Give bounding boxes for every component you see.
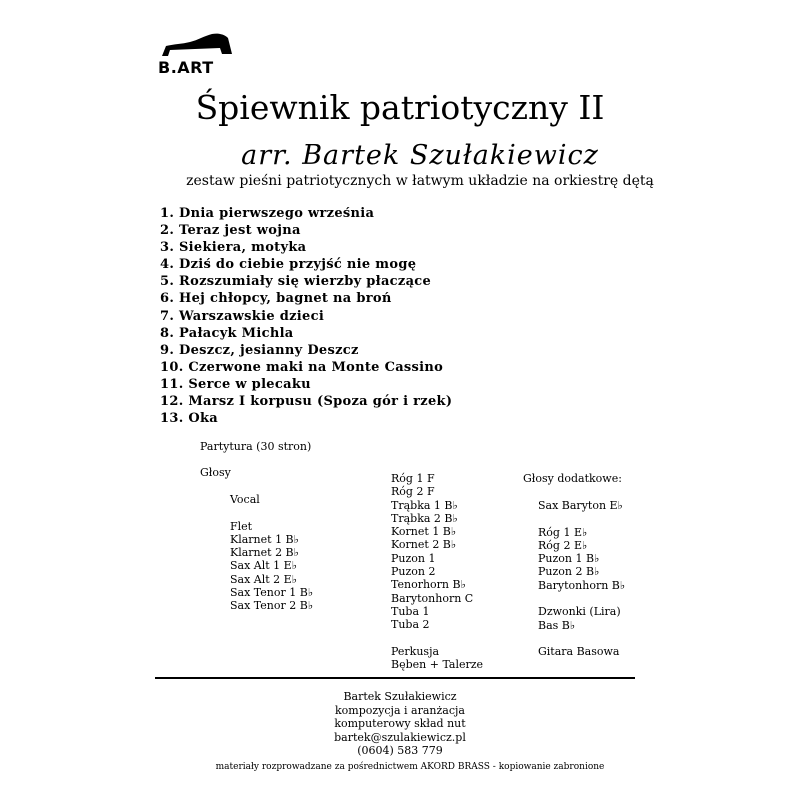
arranger-subtitle: arr. Bartek Szułakiewicz (241, 140, 599, 171)
part-item (538, 592, 625, 605)
collection-description: zestaw pieśni patriotycznych w łatwym układzie na orkiestrę dętą (186, 173, 654, 189)
additional-voices-label: Głosy dodatkowe: (523, 472, 622, 485)
voices-label: Głosy (200, 466, 231, 479)
part-item: Klarnet 1 B♭ (230, 532, 299, 546)
parts-column-2 (391, 472, 483, 671)
copyright-notice: materiały rozprowadzane za pośrednictwem AKORD BRASS - kopiowanie zabronione (215, 762, 605, 772)
song-list (160, 205, 452, 427)
part-item: Róg 2 F (391, 485, 435, 499)
part-item: Vocal (230, 493, 260, 506)
part-item: Flet (230, 519, 253, 533)
parts-column-3 (538, 499, 625, 659)
part-item (230, 506, 313, 519)
song-item: 8. Pałacyk Michla (160, 325, 294, 341)
part-item: Sax Alt 1 E♭ (230, 559, 297, 573)
page-title: Śpiewnik patriotyczny II (195, 88, 605, 127)
author-service: komputerowy skład nut (334, 717, 466, 730)
part-item: Klarnet 2 B♭ (230, 546, 299, 560)
part-item: Barytonhorn B♭ (538, 578, 626, 592)
part-item: Sax Tenor 1 B♭ (230, 586, 314, 600)
part-item: Sax Baryton E♭ (538, 499, 623, 512)
part-item: Bas B♭ (538, 618, 576, 632)
song-item: 5. Rozszumiały się wierzby płaczące (160, 274, 432, 290)
part-item: Dzwonki (Lira) (538, 605, 621, 619)
contact-footer (0, 690, 800, 758)
song-item: 6. Hej chłopcy, bagnet na broń (160, 291, 392, 307)
song-item: 11. Serce w plecaku (160, 376, 311, 392)
part-item: Puzon 1 (391, 551, 436, 565)
part-item: Bęben + Talerze (391, 658, 484, 672)
author-name: Bartek Szułakiewicz (343, 690, 457, 703)
author-role: kompozycja i aranżacja (335, 703, 465, 717)
part-item: Trąbka 1 B♭ (391, 498, 458, 512)
part-item: Tuba 1 (391, 604, 430, 618)
song-item: 12. Marsz I korpusu (Spoza gór i rzek) (160, 394, 453, 410)
song-item: 3. Siekiera, motyka (160, 240, 307, 256)
score-info: Partytura (30 stron) (200, 440, 312, 453)
divider (155, 677, 635, 679)
part-item: Trąbka 2 B♭ (391, 511, 458, 525)
part-item: Sax Tenor 2 B♭ (230, 599, 314, 613)
song-item: 10. Czerwone maki na Monte Cassino (160, 359, 444, 375)
part-item: Barytonhorn C (391, 591, 474, 605)
author-email: bartek@szulakiewicz.pl (334, 730, 466, 744)
part-item (391, 632, 483, 645)
song-item: 4. Dziś do ciebie przyjść nie mogę (160, 257, 417, 273)
logo (158, 32, 238, 78)
grand-piano-icon (160, 32, 236, 58)
song-item: 9. Deszcz, jesianny Deszcz (160, 342, 359, 358)
logo-text: B.ART (158, 58, 214, 77)
part-item: Puzon 2 (391, 565, 436, 579)
author-phone: (0604) 583 779 (357, 744, 443, 757)
part-item: Perkusja (391, 644, 440, 658)
part-item: Puzon 2 B♭ (538, 565, 600, 579)
song-item: 2. Teraz jest wojna (160, 223, 301, 239)
part-item: Tenorhorn B♭ (391, 578, 466, 592)
part-item: Tuba 2 (391, 618, 430, 632)
part-item: Róg 2 E♭ (538, 538, 588, 552)
part-item: Róg 1 E♭ (538, 525, 588, 539)
song-item: 1. Dnia pierwszego września (160, 206, 375, 221)
part-item (538, 512, 625, 525)
song-item: 13. Oka (160, 411, 218, 427)
part-item: Kornet 2 B♭ (391, 538, 457, 552)
part-item (538, 632, 625, 645)
part-item: Sax Alt 2 E♭ (230, 572, 297, 586)
song-item: 7. Warszawskie dzieci (160, 308, 325, 324)
part-item: Gitara Basowa (538, 645, 620, 659)
part-item: Kornet 1 B♭ (391, 525, 457, 539)
parts-column-1 (230, 493, 313, 613)
part-item: Puzon 1 B♭ (538, 552, 600, 566)
part-item: Róg 1 F (391, 472, 435, 485)
